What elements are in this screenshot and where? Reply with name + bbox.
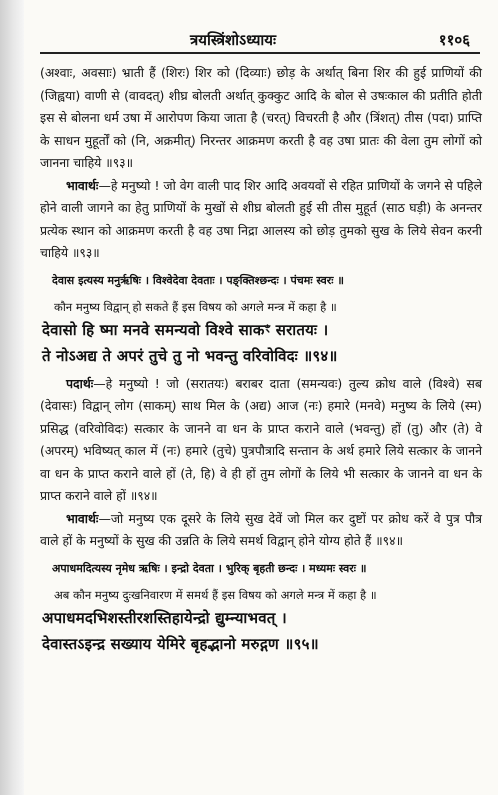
bhavartha-93: [40, 175, 482, 265]
padartha-text: —हे मनुष्यो ! जो (सरातयः) बराबर दाता (समन्यवः) तुल्य क्रोध वाले (विश्वे) सब (देवासः) विद्वान् लोग (साकम्) साथ मिल के (अद्य) आज (नः) हमारे (मनवे) मनुष्य के लिये (स्म) प्रसिद्ध (वरिवोविदः) सत्कार के जानने वा धन के प्राप्त कराने वाले (भवन्तु) हों (तु) और (ते) वे (अपरम्) भविष्यत् काल में (नः) हमारे (तुचे) पुत्रपौत्रादि सन्तान के अर्थ हमारे लिये सत्कार के जानने वा धन के प्राप्त कराने वाले हों (ते, हि) वे ही हों तुम लोगों के लिये भी सत्कार के जानने वा धन के प्राप्त कराने वाले हों ॥९४॥: [40, 375, 482, 503]
rishi-devata-line: अपाधमदित्यस्य नृमेध ऋषिः । इन्द्रो देवता । भुरिक् बृहती छन्दः । मध्यमः स्वरः ॥: [52, 561, 367, 575]
mantra-94-line-2: ते नोऽअद्य ते अपरं तुचे तु नो भवन्तु वरिवोविदः ॥९४॥: [42, 346, 338, 365]
bhavartha-text: —हे मनुष्यो ! जो वेग वाली पाद शिर आदि अवयवों से रहित प्राणियों के जगने से पहिले होने वाली जागने का हेतु प्राणियों के मुखों से शीघ्र बोलती हुई सी तीस मुहूर्त (साठ घड़ी) के अनन्तर प्रत्येक स्थान को आक्रमण करती है वह उषा निद्रा आलस्य को छोड़ तुमको सुख के लिये सेवन करनी चाहिये ॥९३॥: [40, 177, 482, 260]
header-rule: [40, 52, 480, 54]
mantra-94-line-1: देवासो हि ष्मा मनवे समन्यवो विश्वे साकꣳ सरातयः ।: [42, 320, 329, 339]
bhavartha-text: —जो मनुष्य एक दूसरे के लिये सुख देवें जो मिल कर दुष्टों पर क्रोध करें वे पुत्र पौत्र वाले हों के मनुष्यों के सुख की उन्नति के लिये समर्थ विद्वान् होने योग्य होते हैं ॥९४॥: [40, 510, 482, 548]
page-number: ११०६: [438, 31, 470, 49]
page-body: [40, 62, 482, 657]
bhavartha-label: भावार्थः: [66, 510, 99, 526]
padartha-label: पदार्थः: [66, 375, 94, 391]
bhavartha-94: [40, 508, 482, 553]
running-title: त्रयस्त्रिंशोऽध्यायः: [190, 31, 277, 49]
continued-padartha: (अश्वाः, अवसाः) भ्राती हैं (शिरः) शिर को (दिव्याः) छोड़ के अर्थात् बिना शिर की हुई प्राणियों की (जिह्वया) वाणी से (वावदत्) शीघ्र बोलती अर्थात् कुक्कुट आदि के बोल से उषःकाल की प्रतीति होती इस से बोलना धर्म उषा में आरोपण किया जाता है (चरत्) विचरती है और (त्रिंशत्) तीस (पदा) प्राप्ति के साधन मुहूर्तों को (नि, अक्रमीत्) निरन्तर आक्रमण करती है वह उषा प्रातः की वेला तुम लोगों को जानना चाहिये ॥९३॥: [40, 65, 482, 170]
mantra-95-line-1: अपाधमदभिशस्तीरशस्तिहायेन्द्रो द्युम्न्याभवत् ।: [42, 608, 287, 627]
mantra-intro: अब कौन मनुष्य दुःखनिवारण में समर्थ हैं इस विषय को अगले मन्त्र में कहा है ॥: [54, 587, 377, 602]
mantra-intro: कौन मनुष्य विद्वान् हो सकते हैं इस विषय को अगले मन्त्र में कहा है ॥: [54, 299, 337, 314]
rishi-devata-line: देवास इत्यस्य मनुर्ऋषिः । विश्वेदेवा देवताः । पङ्क्तिश्छन्दः । पंचमः स्वरः ॥: [52, 273, 344, 287]
page-header: [40, 30, 480, 52]
book-spine-shadow: [0, 0, 24, 795]
mantra-95-line-2: देवास्तऽइन्द्र सख्याय येमिरे बृहद्भानो मरुद्गण ॥९५॥: [42, 634, 319, 653]
padartha-94: [40, 373, 482, 508]
bhavartha-label: भावार्थः: [66, 177, 99, 193]
